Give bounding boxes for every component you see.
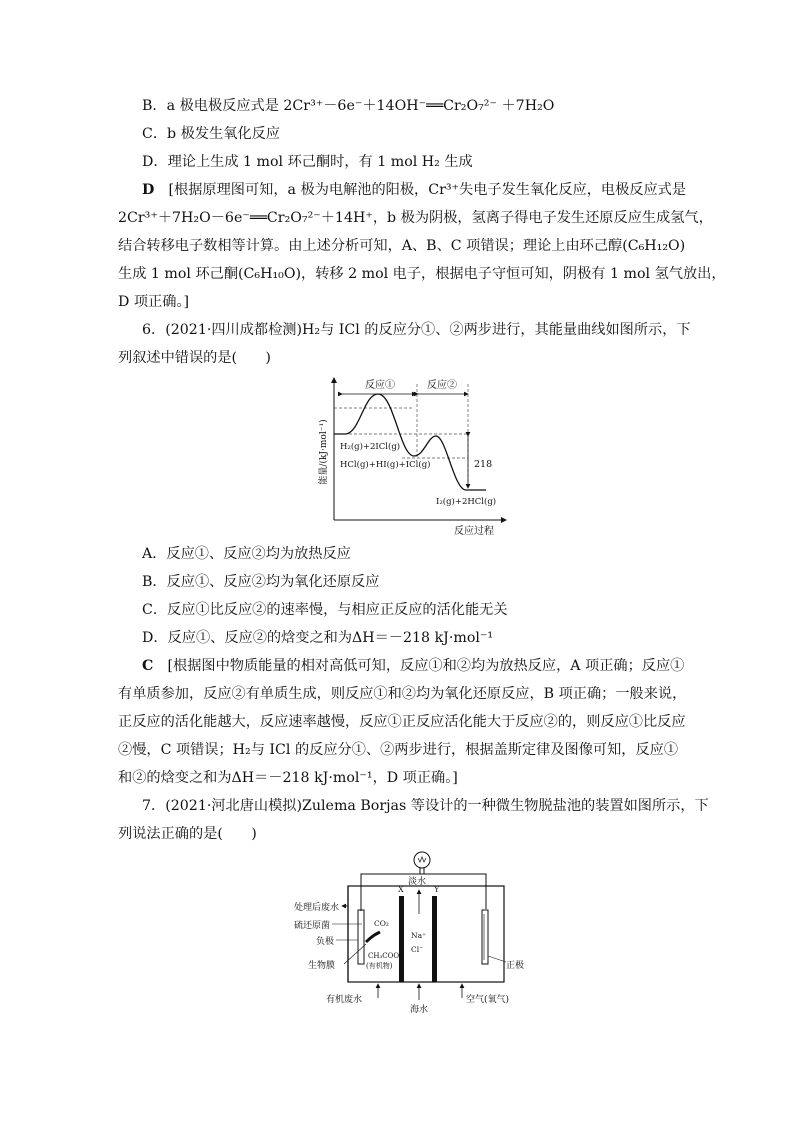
q6-option-d: D．反应①、反应②的焓变之和为ΔH＝－218 kJ·mol⁻¹ [142, 630, 494, 646]
q5-explanation-line2: 2Cr³⁺＋7H₂O－6e⁻══Cr₂O₇²⁻＋14H⁺，b 极为阴极，氢离子得电子发生还原反应生成氢气， [118, 210, 713, 226]
q6-explanation-line4: ②慢，C 项错误；H₂与 ICl 的反应分①、②两步进行，根据盖斯定律及图像可知，反应① [118, 742, 679, 758]
q6-option-b: B．反应①、反应②均为氧化还原反应 [142, 574, 380, 590]
q5-explanation-line5: D 项正确。] [118, 294, 190, 310]
q7-desalination-cell-diagram [286, 844, 556, 1016]
positive-electrode [482, 910, 488, 964]
air-label: 空气(氧气) [466, 995, 510, 1005]
bulb-icon [414, 852, 430, 868]
cl-label: Cl⁻ [411, 945, 424, 954]
q7-stem-line2: 列说法正确的是( ) [118, 826, 257, 842]
q5-option-d: D．理论上生成 1 mol 环己酮时，有 1 mol H₂ 生成 [142, 154, 473, 170]
x-axis-label: 反应过程 [454, 526, 494, 537]
q6-explanation-line3: 正反应的活化能越大，反应速率越慢，反应①正反应活化能大于反应②的，则反应①比反应 [118, 714, 686, 730]
q5-exp1: [根据原理图可知，a 极为电解池的阳极，Cr³⁺失电子发生氧化反应，电极反应式是 [168, 182, 687, 198]
q5-explanation-line4: 生成 1 mol 环己酮(C₆H₁₀O)，转移 2 mol 电子，根据电子守恒可知，阴极有 1 mol 氢气放出， [118, 266, 726, 282]
q6-option-a: A．反应①、反应②均为放热反应 [142, 546, 351, 562]
fresh-water-label: 淡水 [408, 877, 427, 887]
label-x: X [398, 885, 404, 894]
biofilm-label: 生物膜 [308, 961, 336, 971]
positive-label: 正极 [506, 961, 525, 971]
treated-wastewater-label: 处理后废水 [294, 903, 340, 913]
q6-option-c: C．反应①比反应②的速率慢，与相应正反应的活化能无关 [142, 602, 508, 618]
intermediate-label: HCl(g)+HI(g)+ICl(g) [340, 460, 431, 470]
label-y: Y [434, 885, 440, 894]
step2-label: 反应② [427, 380, 457, 391]
q5-answer: D [142, 182, 155, 198]
membrane-x [399, 896, 404, 982]
sulfur-bacteria-label: 硫还原菌 [294, 921, 331, 931]
na-label: Na⁺ [411, 931, 426, 940]
acetate-label: CH₃COO⁻ [368, 952, 403, 960]
q7-stem-line1: 7．(2021·河北唐山模拟)Zulema Borjas 等设计的一种微生物脱盐池的装置如图所示，下 [142, 798, 709, 814]
delta-label: 218 [474, 459, 493, 470]
step1-label: 反应① [365, 380, 395, 391]
q6-energy-diagram [316, 372, 516, 538]
q6-answer: C [142, 658, 154, 674]
seawater-label: 海水 [410, 1005, 429, 1015]
q6-explanation-line5: 和②的焓变之和为ΔH＝－218 kJ·mol⁻¹，D 项正确。] [118, 770, 458, 786]
organic-label: (有机物) [366, 962, 393, 970]
co2-label: CO₂ [374, 919, 389, 928]
membrane-y [432, 896, 437, 982]
organic-wastewater-label: 有机废水 [326, 995, 363, 1005]
q6-exp1: [根据图中物质能量的相对高低可知，反应①和②均为放热反应，A 项正确；反应① [167, 658, 685, 674]
q6-explanation-line2: 有单质参加，反应②有单质生成，则反应①和②均为氧化还原反应，B 项正确；一般来说， [118, 686, 687, 702]
q5-explanation-line1 [142, 179, 686, 201]
y-axis-label: 能量/(kJ·mol⁻¹) [319, 419, 329, 485]
q5-option-c: C．b 极发生氧化反应 [142, 126, 280, 142]
q6-explanation-line1 [142, 655, 684, 677]
products-label: I₂(g)+2HCl(g) [436, 497, 497, 507]
negative-label: 负极 [316, 937, 335, 947]
q5-option-b: B．a 极电极反应式是 2Cr³⁺－6e⁻＋14OH⁻══Cr₂O₇²⁻ ＋7H₂O [142, 98, 555, 114]
negative-electrode [358, 910, 364, 964]
q6-stem-line1: 6．(2021·四川成都检测)H₂与 ICl 的反应分①、②两步进行，其能量曲线如图所示，下 [142, 322, 691, 338]
q5-explanation-line3: 结合转移电子数相等计算。由上述分析可知，A、B、C 项错误；理论上由环己醇(C₆H₁₂O) [118, 238, 686, 254]
reactants-label: H₂(g)+2ICl(g) [340, 442, 401, 452]
q6-stem-line2: 列叙述中错误的是( ) [118, 350, 271, 366]
